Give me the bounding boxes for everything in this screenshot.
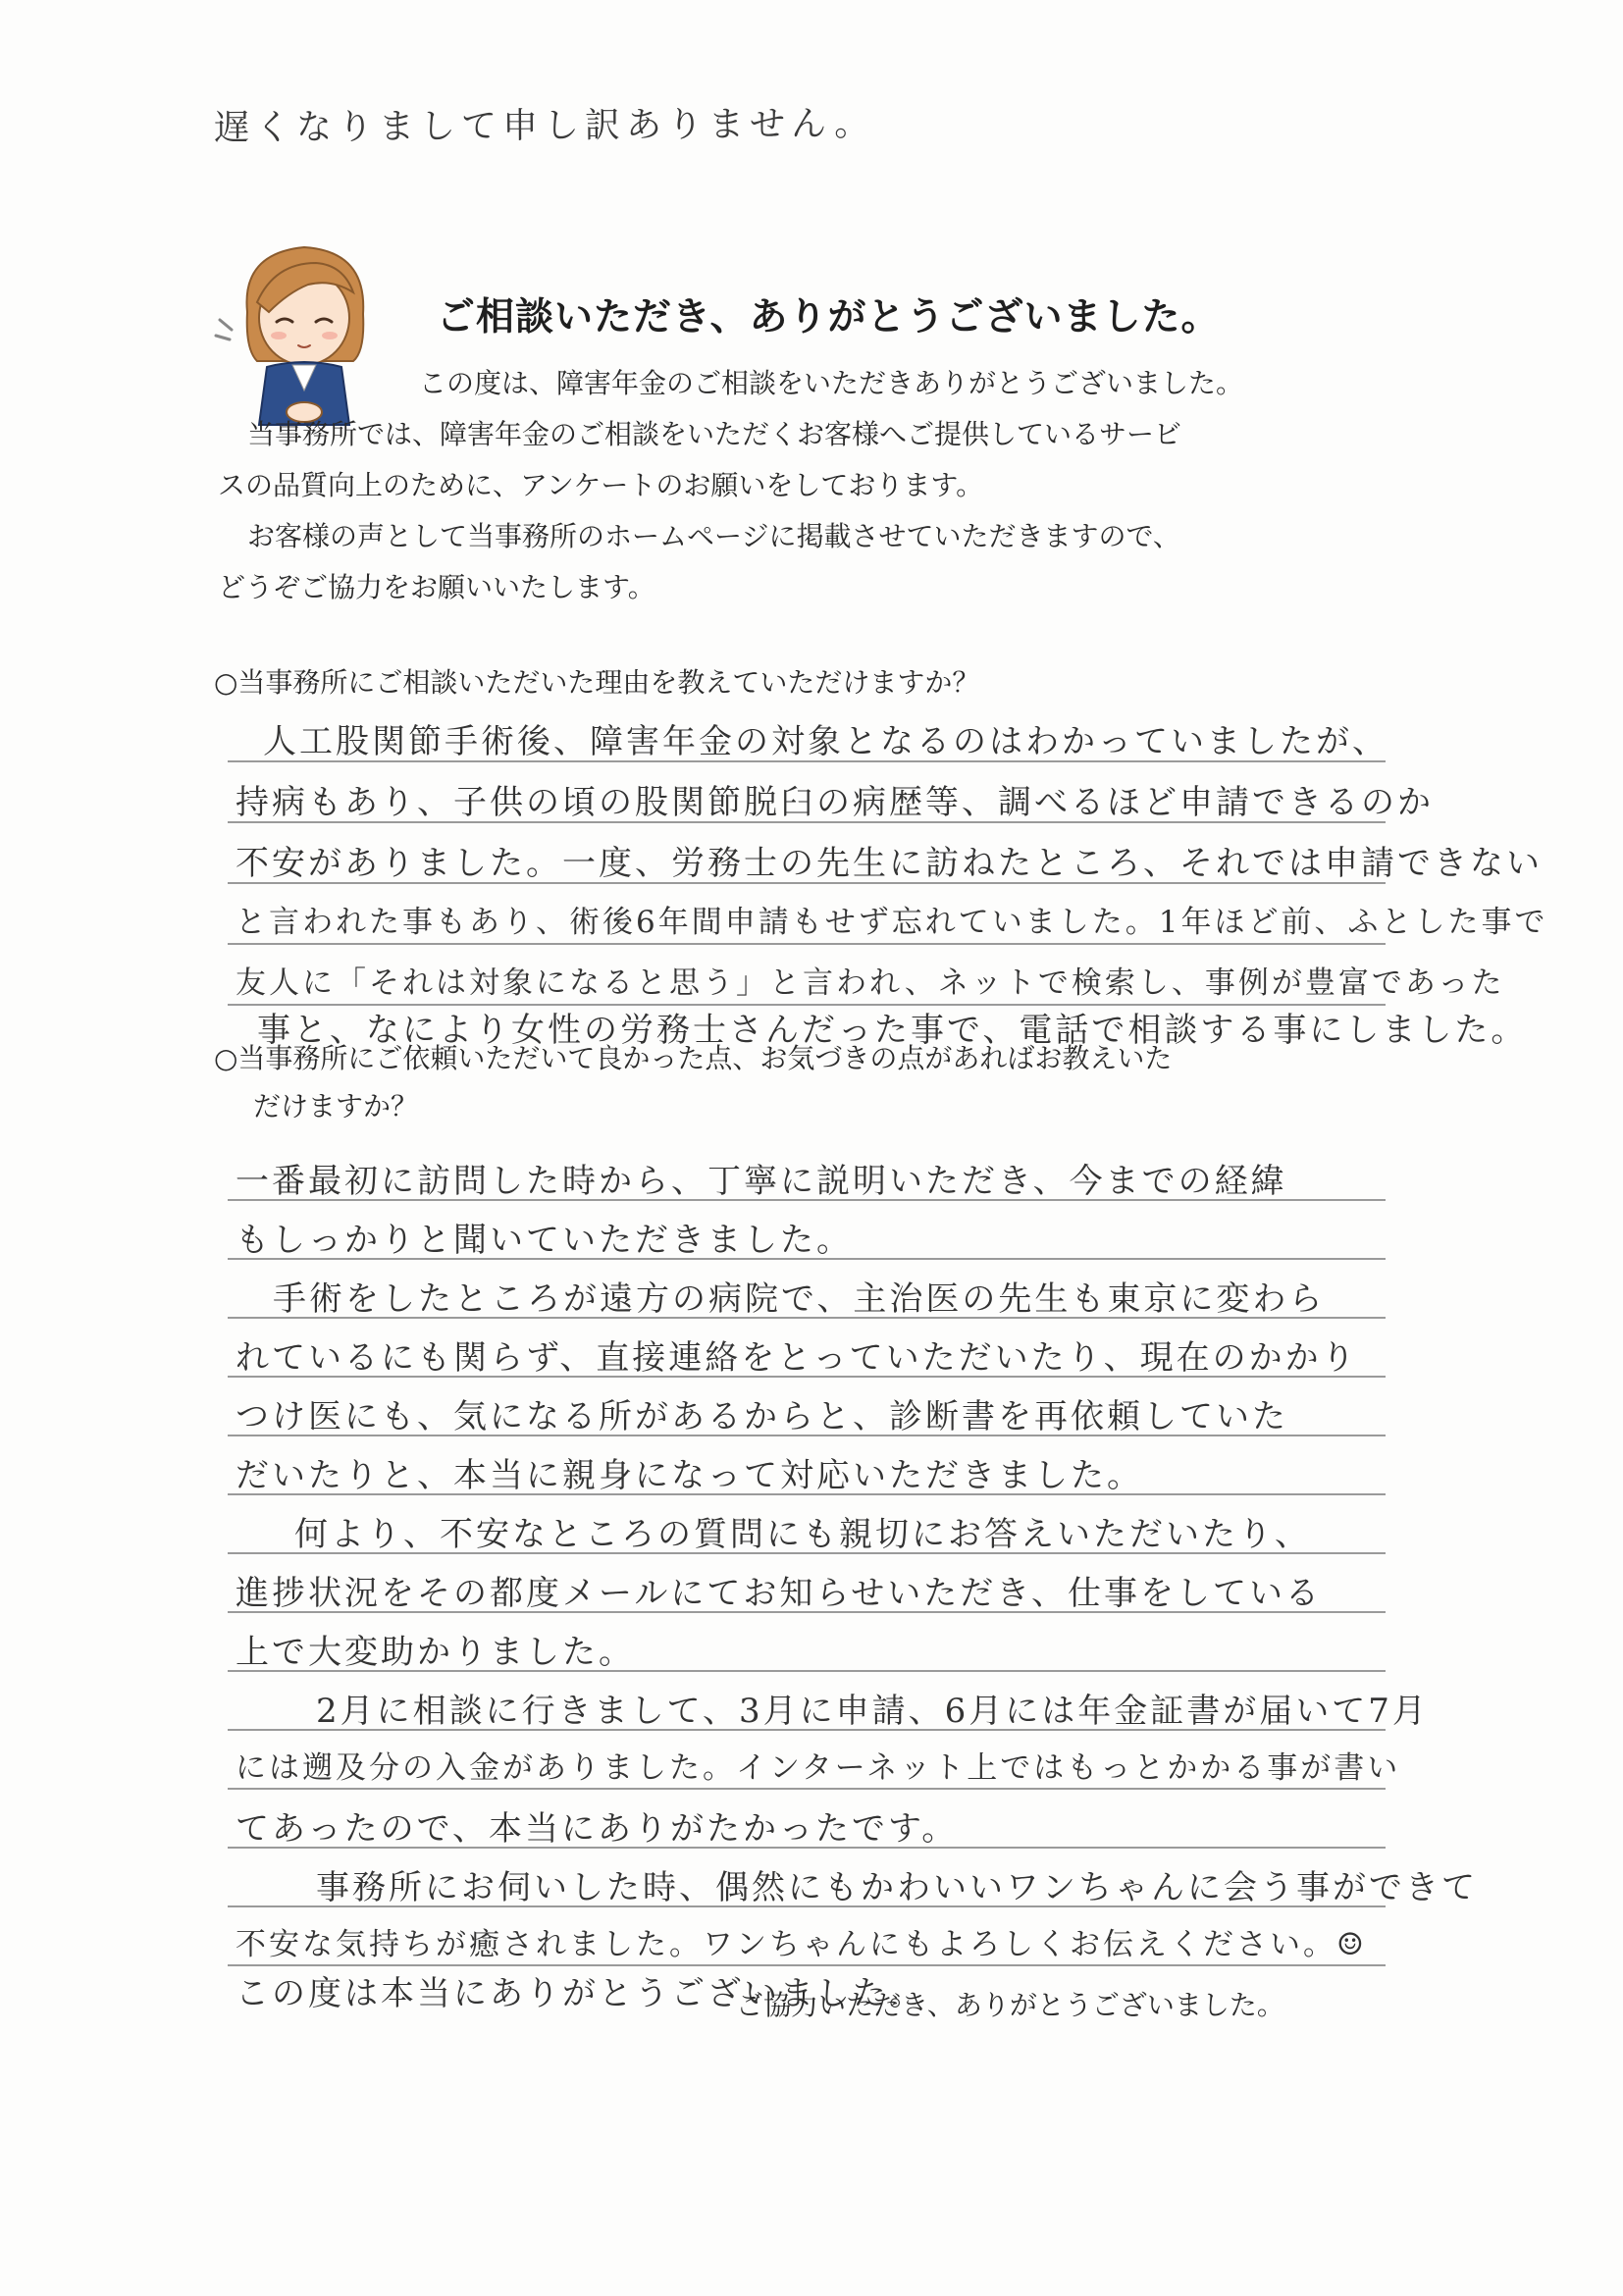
form-title: ご相談いただき、ありがとうございました。: [437, 295, 1221, 339]
answer-2-line: もしっかりと聞いていただきました。: [236, 1221, 853, 1260]
answer-2-line: てあったので、本当にありがたかったです。: [236, 1809, 959, 1849]
answer-1-line: 不安がありました。一度、労務士の先生に訪ねたところ、それでは申請できない: [236, 844, 1543, 883]
answer-2-line: 事務所にお伺いした時、偶然にもかわいいワンちゃんに会う事ができて: [316, 1868, 1478, 1907]
intro-line: 当事務所では、障害年金のご相談をいただくお客様へご提供しているサービ: [247, 418, 1182, 450]
answer-2-line: この度は本当にありがとうございました。: [236, 1974, 925, 2013]
intro-line: スの品質向上のために、アンケートのお願いをしております。: [218, 469, 984, 501]
answer-1-line: 持病もあり、子供の頃の股関節脱臼の病歴等、調べるほど申請できるのか: [236, 783, 1434, 822]
closing-message: ご協力いただき、ありがとうございました。: [736, 1989, 1284, 2021]
handwritten-apology-note: 遅くなりまして申し訳ありません。: [213, 103, 876, 149]
intro-line: どうぞご協力をお願いいたします。: [218, 571, 655, 603]
question-1: ○当事務所にご相談いただいた理由を教えていただけますか？: [214, 666, 980, 699]
answer-2-line: 何より、不安なところの質問にも親切にお答えいただいたり、: [294, 1515, 1311, 1554]
answer-1-line: と言われた事もあり、術後6年間申請もせず忘れていました。1年ほど前、ふとした事で: [236, 905, 1548, 940]
question-2-continued: だけますか？: [253, 1090, 419, 1122]
answer-2-line: 手術をしたところが遠方の病院で、主治医の先生も東京に変わら: [273, 1279, 1326, 1319]
question-2: ○当事務所にご依頼いただいて良かった点、お気づきの点があればお教えいた: [214, 1042, 1173, 1074]
answer-rule: [228, 1788, 1386, 1790]
answer-2-line: 2月に相談に行きまして、3月に申請、6月には年金証書が届いて7月: [316, 1692, 1429, 1731]
answer-rule: [228, 943, 1386, 945]
answer-2-line: 一番最初に訪問した時から、丁寧に説明いただき、今までの経緯: [236, 1162, 1287, 1201]
answer-2-line: 上で大変助かりました。: [236, 1633, 635, 1672]
answer-2-line: つけ医にも、気になる所があるからと、診断書を再依頼していた: [236, 1397, 1288, 1436]
intro-line: この度は、障害年金のご相談をいただきありがとうございました。: [419, 367, 1244, 399]
answer-1-line: 友人に「それは対象になると思う」と言われ、ネットで検索し、事例が豊富であった: [236, 965, 1505, 1001]
intro-line: お客様の声として当事務所のホームページに掲載させていただきますので、: [247, 520, 1180, 552]
answer-2-line: だいたりと、本当に親身になって対応いただきました。: [236, 1456, 1143, 1495]
answer-2-line: には遡及分の入金がありました。インターネット上ではもっとかかる事が書い: [236, 1750, 1401, 1786]
answer-2-line: 進捗状況をその都度メールにてお知らせいただき、仕事をしている: [236, 1574, 1322, 1613]
answer-1-line: 事と、なにより女性の労務士さんだった事で、電話で相談する事にしました。: [257, 1011, 1528, 1050]
answer-2-line: 不安な気持ちが癒されました。ワンちゃんにもよろしくお伝えください。☺: [236, 1927, 1367, 1962]
intro-text: [218, 358, 1395, 613]
answer-1-line: 人工股関節手術後、障害年金の対象となるのはわかっていましたが、: [263, 722, 1388, 761]
answer-2-line: れているにも関らず、直接連絡をとっていただいたり、現在のかかり: [236, 1338, 1358, 1378]
